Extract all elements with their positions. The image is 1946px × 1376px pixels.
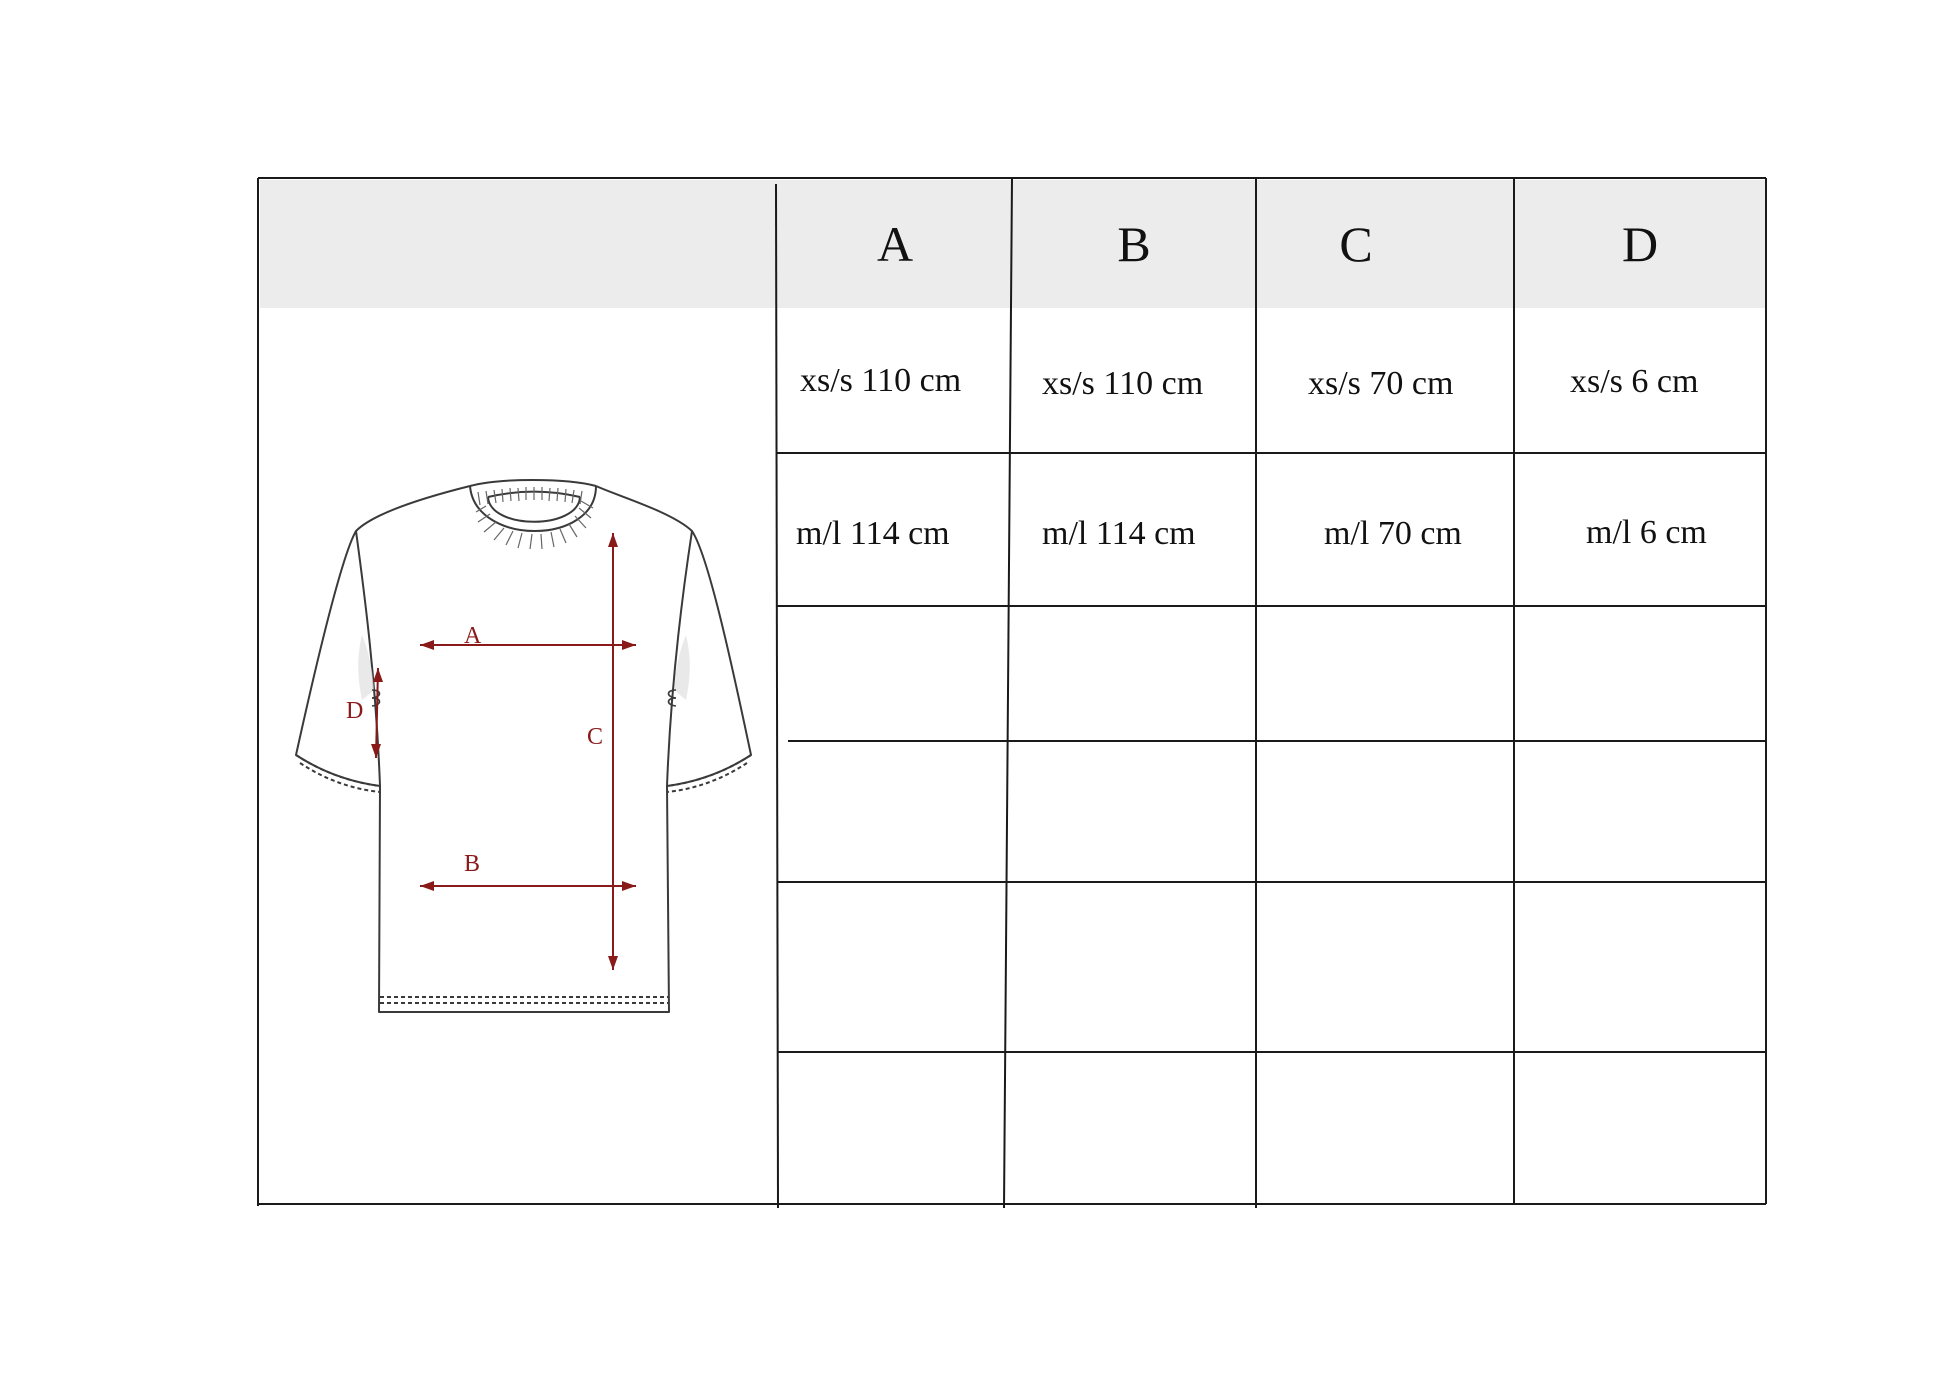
cell-row1-c: xs/s 70 cm [1308,365,1454,402]
tshirt-collar-outer [470,486,596,531]
measure-a-arrow-left [420,640,434,650]
cell-row2-a: m/l 114 cm [796,515,950,552]
measurement-labels [346,623,603,877]
measure-b-label: B [464,851,481,877]
measure-c-label: C [587,724,604,750]
column-header-b: B [1117,216,1151,272]
side-marks [372,690,676,706]
tshirt-body-outline [296,486,751,1012]
measure-b-arrow-right [622,881,636,891]
cell-row2-c: m/l 70 cm [1324,515,1462,552]
tshirt-collar-inner [488,497,580,522]
cell-row1-b: xs/s 110 cm [1042,365,1204,402]
tshirt-illustration [296,480,751,1012]
cell-row1-d: xs/s 6 cm [1570,363,1699,400]
column-header-a: A [876,216,914,272]
column-header-c: C [1339,216,1373,272]
measure-b-arrow-left [420,881,434,891]
table-grid [258,178,1766,1208]
measure-a-arrow-right [622,640,636,650]
measure-a-label: A [464,623,482,649]
measure-d-arrow-top [373,668,383,682]
measurement-arrows [371,533,636,970]
measure-c-arrow-top [608,533,618,547]
measure-c-arrow-bottom [608,956,618,970]
cell-row2-d: m/l 6 cm [1586,514,1707,551]
column-header-d: D [1621,216,1659,272]
measure-d-label: D [346,698,364,724]
cell-row1-a: xs/s 110 cm [800,362,962,399]
cell-row2-b: m/l 114 cm [1042,515,1196,552]
